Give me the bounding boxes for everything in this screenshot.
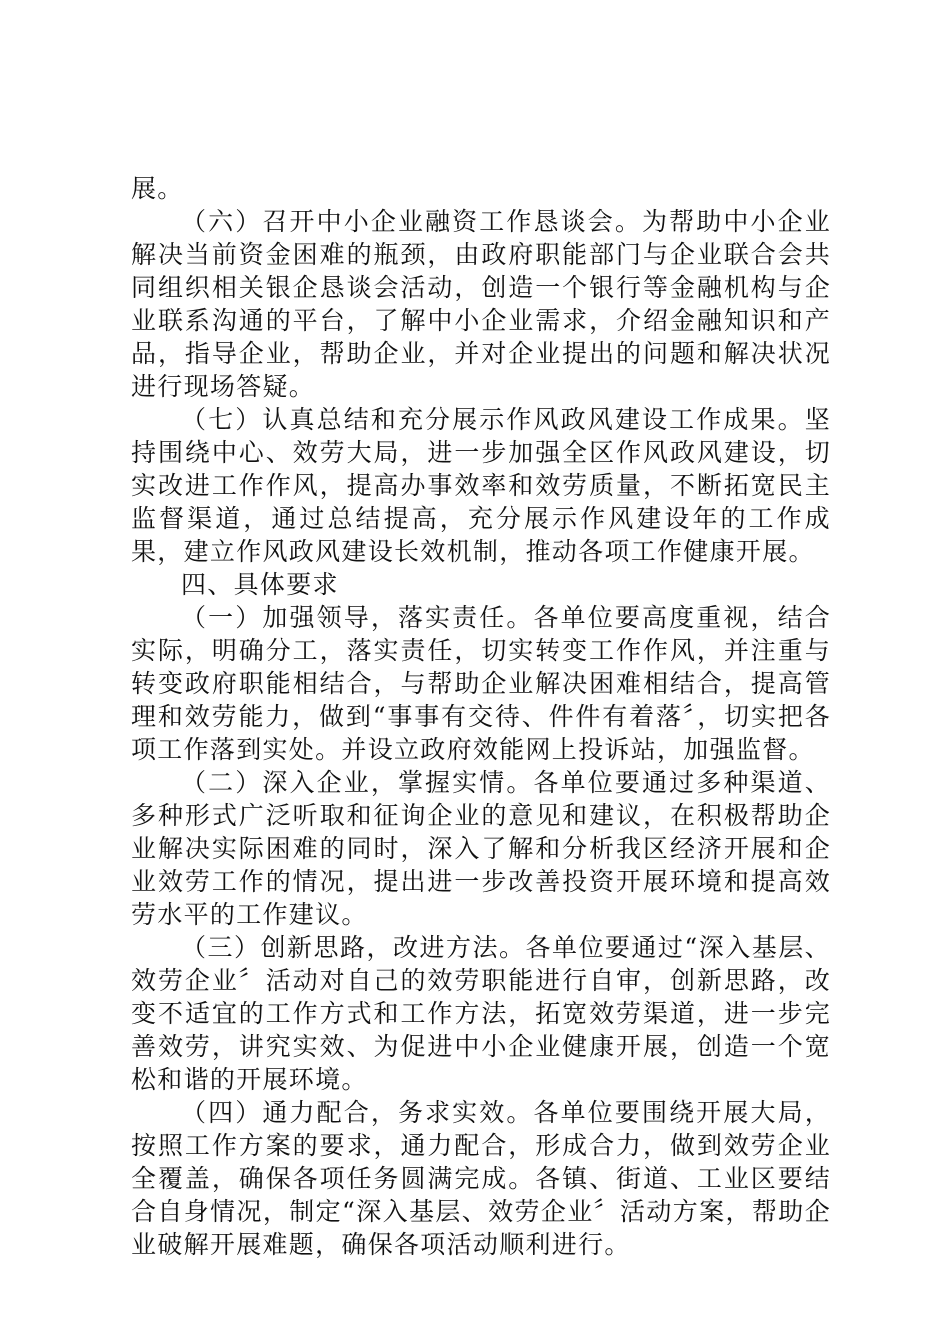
section-heading-4: 四、具体要求	[181, 570, 339, 599]
paragraph-requirement-3: （三）创新思路，改进方法。各单位要通过“深入基层、效劳企业〞活动对自己的效劳职能进行自审，创新思路，改变不适宜的工作方式和工作方法，拓宽效劳渠道，进一步完善效劳，讲究实效、为促进中小企业健康开展，创造一个宽松和谐的开展环境。	[131, 933, 831, 1094]
paragraph-requirement-2: （二）深入企业，掌握实情。各单位要通过多种渠道、多种形式广泛听取和征询企业的意见和建议，在积极帮助企业解决实际困难的同时，深入了解和分析我区经济开展和企业效劳工作的情况，提出进一步改善投资开展环境和提高效劳水平的工作建议。	[131, 768, 831, 929]
paragraph-item-7: （七）认真总结和充分展示作风政风建设工作成果。坚持围绕中心、效劳大局，进一步加强全区作风政风建设，切实改进工作作风，提高办事效率和效劳质量，不断拓宽民主监督渠道，通过总结提高，充分展示作风建设年的工作成果，建立作风政风建设长效机制，推动各项工作健康开展。	[131, 405, 831, 566]
paragraph-item-6: （六）召开中小企业融资工作恳谈会。为帮助中小企业解决当前资金困难的瓶颈，由政府职能部门与企业联合会共同组织相关银企恳谈会活动，创造一个银行等金融机构与企业联系沟通的平台，了解中小企业需求，介绍金融知识和产品，指导企业，帮助企业，并对企业提出的问题和解决状况进行现场答疑。	[131, 207, 831, 401]
paragraph-continuation: 展。	[131, 174, 184, 203]
document-body	[131, 172, 831, 1261]
paragraph-requirement-1: （一）加强领导，落实责任。各单位要高度重视，结合实际，明确分工，落实责任，切实转变工作作风，并注重与转变政府职能相结合，与帮助企业解决困难相结合，提高管理和效劳能力，做到“事事有交待、件件有着落〞，切实把各项工作落到实处。并设立政府效能网上投诉站，加强监督。	[131, 603, 831, 764]
paragraph-requirement-4: （四）通力配合，务求实效。各单位要围绕开展大局，按照工作方案的要求，通力配合，形成合力，做到效劳企业全覆盖，确保各项任务圆满完成。各镇、街道、工业区要结合自身情况，制定“深入基层、效劳企业〞活动方案，帮助企业破解开展难题，确保各项活动顺利进行。	[131, 1098, 831, 1259]
